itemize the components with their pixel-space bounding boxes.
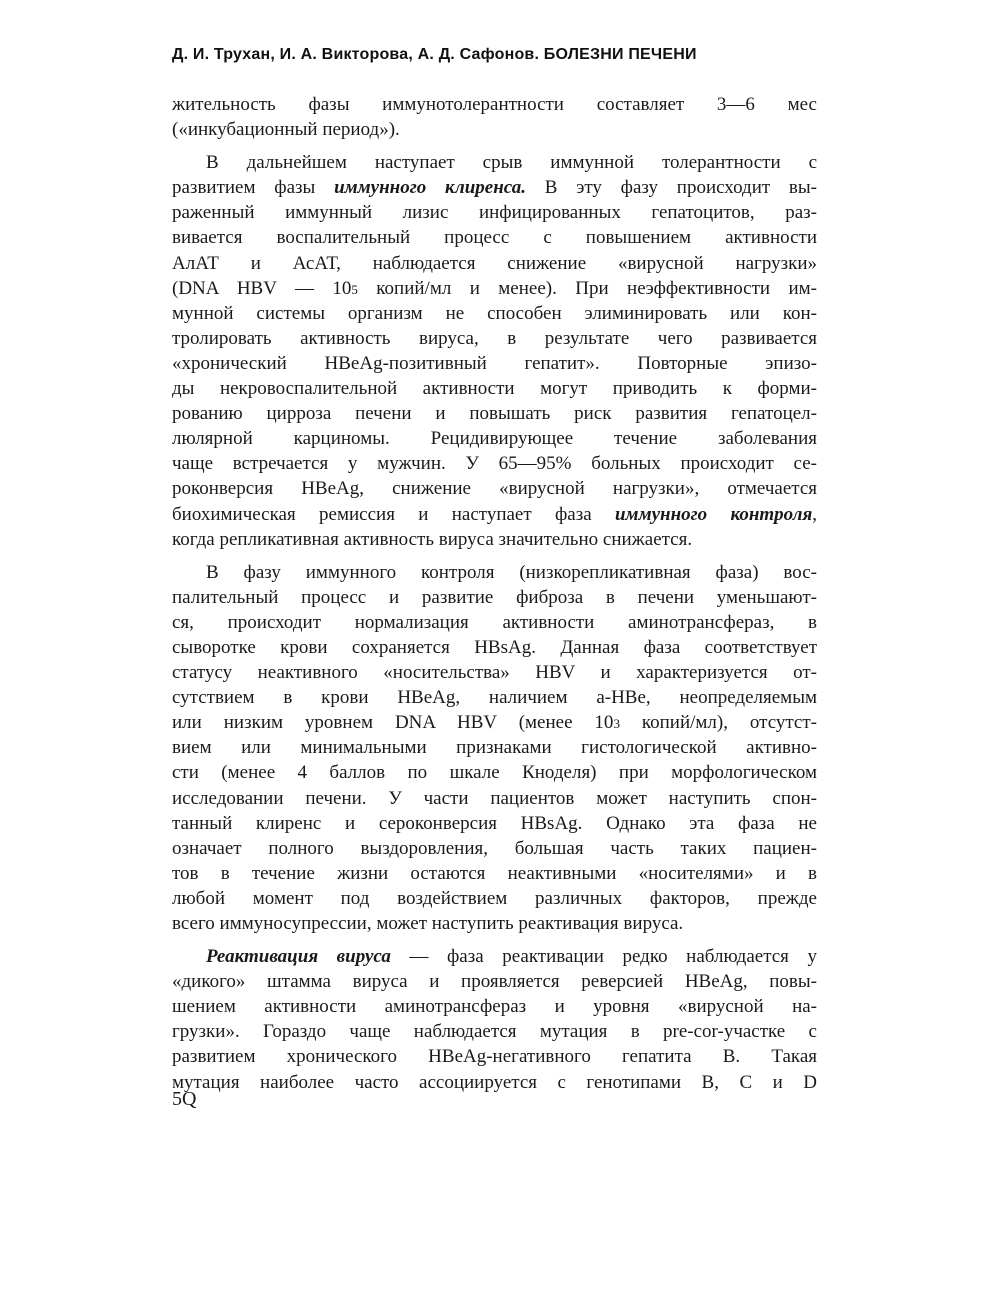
text-line: «дикого» штамма вируса и проявляется реверсией HBeAg, повы-: [172, 971, 817, 993]
text-line: (DNA HBV — 105 копий/мл и менее). При неэффективности им-: [172, 277, 817, 299]
emphasis-term: иммунного клиренса.: [334, 177, 526, 199]
text-line: означает полного выздоровления, большая часть таких пациен-: [172, 837, 817, 859]
page-number: 5Q: [172, 1088, 197, 1110]
text-line: («инкубационный период»).: [172, 119, 400, 141]
paragraph-1: [172, 92, 817, 142]
text-line: вивается воспалительный процесс с повышением активности: [172, 227, 817, 249]
text-line: рованию цирроза печени и повышать риск развития гепатоцел-: [172, 403, 817, 425]
text-line: сыворотке крови сохраняется HBsAg. Данная фаза соответствует: [172, 636, 817, 658]
text-line: В дальнейшем наступает срыв иммунной толерантности с: [206, 152, 817, 174]
text-line: развитием фазы иммунного клиренса. В эту фазу происходит вы-: [172, 177, 817, 199]
text-line: исследовании печени. У части пациентов может наступить спон-: [172, 787, 817, 809]
text-line: сти (менее 4 баллов по шкале Кноделя) при морфологическом: [172, 762, 817, 784]
text-line: раженный иммунный лизис инфицированных гепатоцитов, раз-: [172, 202, 817, 224]
paragraph-4: [172, 944, 817, 1095]
text-line: танный клиренс и сероконверсия HBsAg. Однако эта фаза не: [172, 812, 817, 834]
paragraph-2: [172, 150, 817, 552]
text-line: биохимическая ремиссия и наступает фаза иммунного контроля,: [172, 503, 817, 525]
text-line: статусу неактивного «носительства» HBV и характеризуется от-: [172, 662, 817, 684]
text-line: шением активности аминотрансфераз и уровня «вирусной на-: [172, 996, 817, 1018]
text-line: когда репликативная активность вируса значительно снижается.: [172, 528, 693, 550]
body-text: [172, 92, 817, 1095]
text-line: любой момент под воздействием различных факторов, прежде: [172, 887, 817, 909]
running-head: Д. И. Трухан, И. А. Викторова, А. Д. Сафонов. БОЛЕЗНИ ПЕЧЕНИ: [172, 46, 697, 63]
text-line: ся, происходит нормализация активности аминотрансфераз, в: [172, 611, 817, 633]
text-line: тов в течение жизни остаются неактивными «носителями» и в: [172, 862, 817, 884]
emphasis-term: иммунного контроля: [614, 503, 813, 525]
text-line: палительный процесс и развитие фиброза в печени уменьшают-: [172, 586, 817, 608]
text-line: вием или минимальными признаками гистологической активно-: [172, 737, 817, 759]
text-line: чаще встречается у мужчин. У 65—95% больных происходит се-: [172, 453, 817, 475]
text-line: ды некровоспалительной активности могут приводить к форми-: [172, 378, 817, 400]
text-line: сутствием в крови HBeAg, наличием a-HBe, неопределяемым: [172, 687, 817, 709]
text-line: развитием хронического HBeAg-негативного гепатита В. Такая: [172, 1046, 817, 1068]
text-line: жительность фазы иммунотолерантности составляет 3—6 мес: [172, 94, 817, 115]
text-line: люлярной карциномы. Рецидивирующее течение заболевания: [172, 428, 817, 450]
text-line: грузки». Гораздо чаще наблюдается мутация в pre-cor-участке с: [172, 1021, 817, 1043]
text-line: «хронический HBeAg-позитивный гепатит». Повторные эпизо-: [172, 352, 817, 374]
text-line: тролировать активность вируса, в результате чего развивается: [172, 327, 817, 349]
text-line: АлАТ и АсАТ, наблюдается снижение «вирусной нагрузки»: [172, 252, 817, 274]
text-line: роконверсия HBeAg, снижение «вирусной нагрузки», отмечается: [172, 478, 817, 500]
text-line: мунной системы организм не способен элиминировать или кон-: [172, 302, 817, 324]
text-line: Реактивация вируса — фаза реактивации редко наблюдается у: [206, 946, 817, 968]
paragraph-3: [172, 560, 817, 936]
text-line: В фазу иммунного контроля (низкорепликативная фаза) вос-: [206, 561, 817, 583]
text-line: или низким уровнем DNA HBV (менее 103 копий/мл), отсутст-: [172, 712, 817, 734]
emphasis-term: Реактивация вируса: [206, 946, 391, 968]
text-line: всего иммуносупрессии, может наступить реактивация вируса.: [172, 913, 684, 934]
text-line: мутация наиболее часто ассоциируется с генотипами В, С и D: [172, 1071, 817, 1093]
